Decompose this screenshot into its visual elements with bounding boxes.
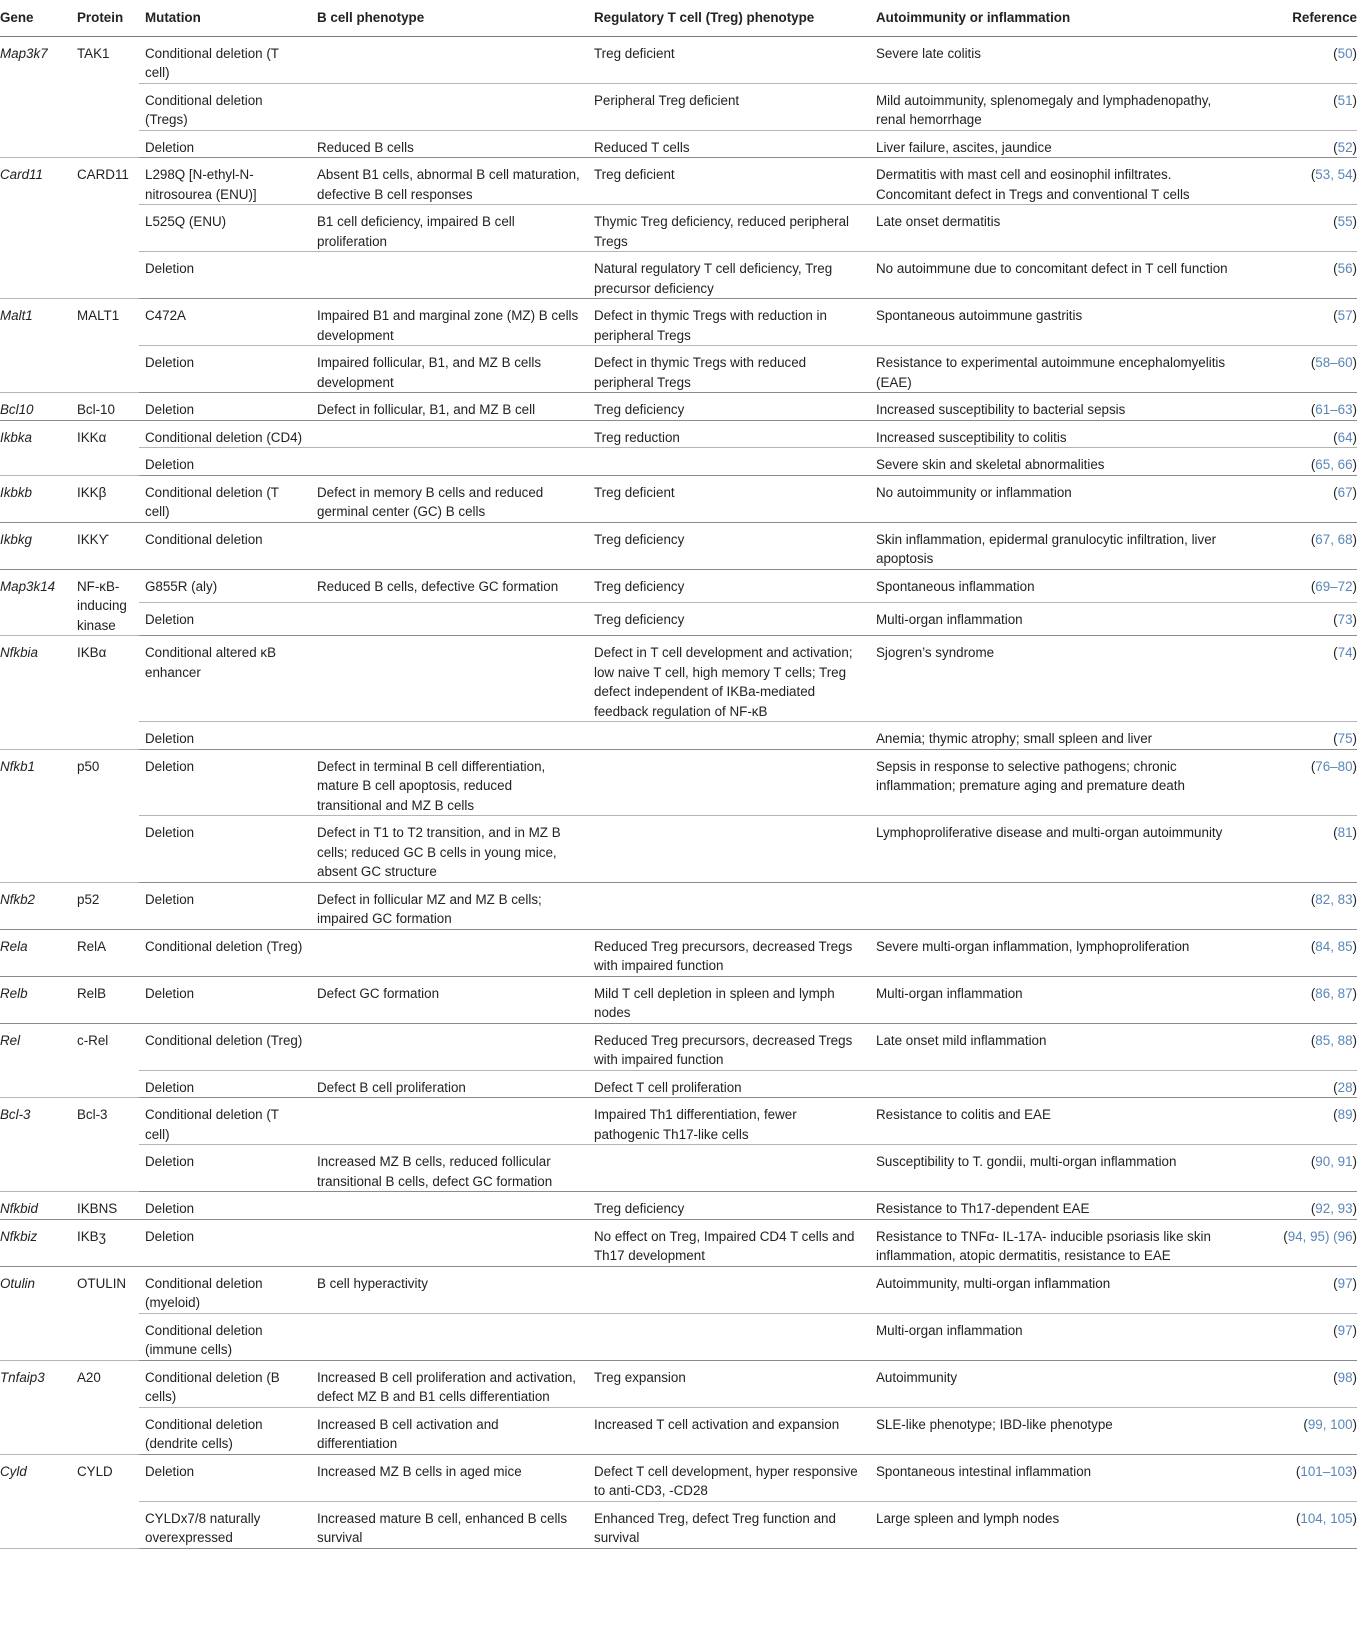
- treg-phenotype-cell: Peripheral Treg deficient: [588, 83, 870, 130]
- treg-phenotype-cell: Defect in thymic Tregs with reduced peripheral Tregs: [588, 346, 870, 393]
- reference-cell: (52): [1238, 130, 1357, 158]
- reference-cell: (76–80): [1238, 749, 1357, 816]
- citation-link[interactable]: 98: [1337, 1369, 1353, 1385]
- mutation-cell: Conditional altered κB enhancer: [139, 636, 311, 722]
- gene-cell: Nfkbiz: [0, 1219, 71, 1266]
- treg-phenotype-cell: Treg reduction: [588, 420, 870, 448]
- reference-cell: (53, 54): [1238, 158, 1357, 205]
- protein-cell: A20: [71, 1360, 139, 1454]
- citation-link[interactable]: 57: [1337, 308, 1353, 323]
- mutation-cell: Deletion: [139, 346, 311, 393]
- table-row: [0, 816, 1357, 883]
- treg-phenotype-cell: No effect on Treg, Impaired CD4 T cells and Th17 development: [588, 1219, 870, 1266]
- reference-cell: (86, 87): [1238, 976, 1357, 1023]
- reference-cell: (67, 68): [1238, 522, 1357, 569]
- bcell-phenotype-cell: Defect in memory B cells and reduced germinal center (GC) B cells: [311, 475, 588, 522]
- header-reference: Reference: [1238, 0, 1357, 36]
- reference-cell: (69–72): [1238, 569, 1357, 602]
- mutation-cell: Deletion: [139, 130, 311, 158]
- protein-cell: Bcl-3: [71, 1098, 139, 1192]
- treg-phenotype-cell: Increased T cell activation and expansion: [588, 1407, 870, 1454]
- protein-cell: IKBNS: [71, 1192, 139, 1220]
- autoimmunity-cell: Large spleen and lymph nodes: [870, 1501, 1238, 1548]
- treg-phenotype-cell: Treg deficiency: [588, 522, 870, 569]
- gene-cell: Rela: [0, 929, 71, 976]
- table-row: [0, 1070, 1357, 1098]
- citation-link[interactable]: 67: [1337, 484, 1353, 500]
- reference-cell: (74): [1238, 636, 1357, 722]
- gene-cell: Nfkb2: [0, 882, 71, 929]
- mutation-cell: Conditional deletion (B cells): [139, 1360, 311, 1407]
- treg-phenotype-cell: [588, 882, 870, 929]
- table-row: [0, 130, 1357, 158]
- mutation-cell: Deletion: [139, 1070, 311, 1098]
- table-row: [0, 522, 1357, 569]
- gene-cell: Map3k14: [0, 569, 71, 636]
- autoimmunity-cell: SLE-like phenotype; IBD-like phenotype: [870, 1407, 1238, 1454]
- mutation-cell: Deletion: [139, 252, 311, 299]
- bcell-phenotype-cell: [311, 636, 588, 722]
- mutation-cell: L525Q (ENU): [139, 205, 311, 252]
- treg-phenotype-cell: Defect T cell proliferation: [588, 1070, 870, 1098]
- reference-cell: (82, 83): [1238, 882, 1357, 929]
- autoimmunity-cell: Multi-organ inflammation: [870, 976, 1238, 1023]
- gene-cell: Map3k7: [0, 36, 71, 158]
- mutation-cell: Conditional deletion (immune cells): [139, 1313, 311, 1360]
- citation-link[interactable]: 56: [1337, 261, 1353, 276]
- table-row: [0, 749, 1357, 816]
- mutation-cell: Deletion: [139, 1219, 311, 1266]
- table-row: [0, 1454, 1357, 1501]
- protein-cell: NF-κB-inducing kinase: [71, 569, 139, 636]
- protein-cell: CARD11: [71, 158, 139, 299]
- citation-link[interactable]: 53, 54: [1315, 167, 1353, 182]
- table-body: [0, 36, 1357, 1548]
- bcell-phenotype-cell: [311, 602, 588, 635]
- header-row: [0, 0, 1357, 36]
- reference-cell: (67): [1238, 475, 1357, 522]
- bcell-phenotype-cell: B cell hyperactivity: [311, 1266, 588, 1313]
- bcell-phenotype-cell: [311, 929, 588, 976]
- reference-cell: (81): [1238, 816, 1357, 883]
- treg-phenotype-cell: Treg deficient: [588, 36, 870, 83]
- table-row: [0, 1266, 1357, 1313]
- mutation-cell: Conditional deletion: [139, 522, 311, 569]
- table-row: [0, 346, 1357, 393]
- citation-link[interactable]: 86, 87: [1315, 985, 1353, 1001]
- table-row: [0, 205, 1357, 252]
- citation-link[interactable]: 65, 66: [1315, 457, 1353, 472]
- treg-phenotype-cell: Reduced Treg precursors, decreased Tregs with impaired function: [588, 1023, 870, 1070]
- table-row: [0, 1192, 1357, 1220]
- autoimmunity-cell: Sepsis in response to selective pathogens; chronic inflammation; premature aging and premature death: [870, 749, 1238, 816]
- treg-phenotype-cell: Treg deficient: [588, 158, 870, 205]
- autoimmunity-cell: [870, 882, 1238, 929]
- citation-link[interactable]: 50: [1337, 45, 1353, 61]
- mutation-cell: Conditional deletion (myeloid): [139, 1266, 311, 1313]
- reference-cell: (50): [1238, 36, 1357, 83]
- autoimmunity-cell: Severe late colitis: [870, 36, 1238, 83]
- mutation-cell: Deletion: [139, 882, 311, 929]
- gene-cell: Nfkbid: [0, 1192, 71, 1220]
- reference-cell: (94, 95) (96): [1238, 1219, 1357, 1266]
- table-row: [0, 1360, 1357, 1407]
- gene-cell: Bcl10: [0, 393, 71, 421]
- bcell-phenotype-cell: [311, 252, 588, 299]
- table-row: [0, 882, 1357, 929]
- bcell-phenotype-cell: Defect in terminal B cell differentiation, mature B cell apoptosis, reduced transitional and MZ B cells: [311, 749, 588, 816]
- autoimmunity-cell: Severe multi-organ inflammation, lymphoproliferation: [870, 929, 1238, 976]
- treg-phenotype-cell: Defect in T cell development and activation; low naive T cell, high memory T cells; Treg defect independent of IKBa-mediated feedback regulation of NF-κB: [588, 636, 870, 722]
- reference-cell: (97): [1238, 1266, 1357, 1313]
- mutation-cell: Deletion: [139, 602, 311, 635]
- bcell-phenotype-cell: Impaired follicular, B1, and MZ B cells development: [311, 346, 588, 393]
- reference-cell: (28): [1238, 1070, 1357, 1098]
- mutation-cell: L298Q [N-ethyl-N-nitrosourea (ENU)]: [139, 158, 311, 205]
- mutation-cell: Conditional deletion (T cell): [139, 1098, 311, 1145]
- mutation-cell: G855R (aly): [139, 569, 311, 602]
- citation-link[interactable]: 104, 105: [1300, 1510, 1353, 1526]
- autoimmunity-cell: Resistance to experimental autoimmune encephalomyelitis (EAE): [870, 346, 1238, 393]
- protein-cell: RelB: [71, 976, 139, 1023]
- citation-link[interactable]: 58–60: [1315, 355, 1353, 370]
- bcell-phenotype-cell: Impaired B1 and marginal zone (MZ) B cells development: [311, 299, 588, 346]
- mutation-cell: Deletion: [139, 1454, 311, 1501]
- citation-link[interactable]: 94, 95) (96: [1287, 1228, 1353, 1244]
- citation-link[interactable]: 92, 93: [1315, 1201, 1353, 1216]
- protein-cell: IKKβ: [71, 475, 139, 522]
- treg-phenotype-cell: [588, 1145, 870, 1192]
- citation-link[interactable]: 74: [1337, 645, 1353, 660]
- bcell-phenotype-cell: Defect in follicular, B1, and MZ B cell: [311, 393, 588, 421]
- reference-cell: (90, 91): [1238, 1145, 1357, 1192]
- protein-cell: p52: [71, 882, 139, 929]
- protein-cell: IKBα: [71, 636, 139, 750]
- autoimmunity-cell: Late onset mild inflammation: [870, 1023, 1238, 1070]
- reference-cell: (89): [1238, 1098, 1357, 1145]
- autoimmunity-cell: Spontaneous autoimmune gastritis: [870, 299, 1238, 346]
- mutation-cell: Conditional deletion (dendrite cells): [139, 1407, 311, 1454]
- citation-link[interactable]: 97: [1337, 1322, 1353, 1338]
- treg-phenotype-cell: Treg deficient: [588, 475, 870, 522]
- treg-phenotype-cell: [588, 722, 870, 750]
- gene-cell: Relb: [0, 976, 71, 1023]
- reference-cell: (85, 88): [1238, 1023, 1357, 1070]
- table-row: [0, 1145, 1357, 1192]
- autoimmunity-cell: Resistance to colitis and EAE: [870, 1098, 1238, 1145]
- gene-cell: Ikbkg: [0, 522, 71, 569]
- gene-cell: Otulin: [0, 1266, 71, 1360]
- bcell-phenotype-cell: B1 cell deficiency, impaired B cell proliferation: [311, 205, 588, 252]
- treg-phenotype-cell: [588, 749, 870, 816]
- treg-phenotype-cell: Treg expansion: [588, 1360, 870, 1407]
- header-mutation: Mutation: [139, 0, 311, 36]
- citation-link[interactable]: 101–103: [1300, 1463, 1353, 1479]
- mutation-cell: CYLDx7/8 naturally overexpressed: [139, 1501, 311, 1548]
- table-row: [0, 83, 1357, 130]
- bcell-phenotype-cell: [311, 1098, 588, 1145]
- gene-cell: Ikbkb: [0, 475, 71, 522]
- protein-cell: CYLD: [71, 1454, 139, 1548]
- mutation-cell: Deletion: [139, 1192, 311, 1220]
- table-row: [0, 158, 1357, 205]
- table-row: [0, 420, 1357, 448]
- treg-phenotype-cell: Defect in thymic Tregs with reduction in peripheral Tregs: [588, 299, 870, 346]
- mutation-cell: Deletion: [139, 1145, 311, 1192]
- autoimmunity-cell: Anemia; thymic atrophy; small spleen and liver: [870, 722, 1238, 750]
- autoimmunity-cell: Resistance to TNFα- IL-17A- inducible psoriasis like skin inflammation, atopic dermatitis, resistance to EAE: [870, 1219, 1238, 1266]
- citation-link[interactable]: 90, 91: [1315, 1154, 1353, 1169]
- bcell-phenotype-cell: [311, 83, 588, 130]
- bcell-phenotype-cell: Defect B cell proliferation: [311, 1070, 588, 1098]
- autoimmunity-cell: No autoimmune due to concomitant defect in T cell function: [870, 252, 1238, 299]
- mutation-cell: Deletion: [139, 393, 311, 421]
- bcell-phenotype-cell: [311, 722, 588, 750]
- citation-link[interactable]: 81: [1337, 825, 1353, 840]
- table-row: [0, 1219, 1357, 1266]
- treg-phenotype-cell: [588, 448, 870, 476]
- mutation-cell: Conditional deletion (T cell): [139, 36, 311, 83]
- autoimmunity-cell: Autoimmunity, multi-organ inflammation: [870, 1266, 1238, 1313]
- citation-link[interactable]: 82, 83: [1315, 891, 1353, 907]
- table-row: [0, 929, 1357, 976]
- gene-cell: Malt1: [0, 299, 71, 393]
- table-row: [0, 722, 1357, 750]
- mutation-cell: Deletion: [139, 749, 311, 816]
- bcell-phenotype-cell: [311, 420, 588, 448]
- protein-cell: OTULIN: [71, 1266, 139, 1360]
- reference-cell: (98): [1238, 1360, 1357, 1407]
- header-bcell: B cell phenotype: [311, 0, 588, 36]
- mutation-cell: Deletion: [139, 976, 311, 1023]
- bcell-phenotype-cell: Increased B cell activation and differentiation: [311, 1407, 588, 1454]
- table-row: [0, 36, 1357, 83]
- citation-link[interactable]: 73: [1337, 611, 1353, 627]
- gene-cell: Nfkbia: [0, 636, 71, 750]
- autoimmunity-cell: Increased susceptibility to colitis: [870, 420, 1238, 448]
- header-treg: Regulatory T cell (Treg) phenotype: [588, 0, 870, 36]
- bcell-phenotype-cell: Increased MZ B cells in aged mice: [311, 1454, 588, 1501]
- autoimmunity-cell: Resistance to Th17-dependent EAE: [870, 1192, 1238, 1220]
- citation-link[interactable]: 67, 68: [1315, 531, 1353, 547]
- autoimmunity-cell: Spontaneous intestinal inflammation: [870, 1454, 1238, 1501]
- reference-cell: (55): [1238, 205, 1357, 252]
- table-row: [0, 448, 1357, 476]
- header-protein: Protein: [71, 0, 139, 36]
- protein-cell: c-Rel: [71, 1023, 139, 1098]
- mutation-cell: Conditional deletion (Treg): [139, 929, 311, 976]
- reference-cell: (65, 66): [1238, 448, 1357, 476]
- citation-link[interactable]: 76–80: [1315, 758, 1353, 774]
- reference-cell: (99, 100): [1238, 1407, 1357, 1454]
- mutation-cell: Conditional deletion (Tregs): [139, 83, 311, 130]
- autoimmunity-cell: Increased susceptibility to bacterial sepsis: [870, 393, 1238, 421]
- autoimmunity-cell: Susceptibility to T. gondii, multi-organ inflammation: [870, 1145, 1238, 1192]
- protein-cell: TAK1: [71, 36, 139, 158]
- reference-cell: (97): [1238, 1313, 1357, 1360]
- treg-phenotype-cell: Reduced Treg precursors, decreased Tregs with impaired function: [588, 929, 870, 976]
- protein-cell: RelA: [71, 929, 139, 976]
- mutation-cell: Deletion: [139, 448, 311, 476]
- treg-phenotype-cell: Treg deficiency: [588, 393, 870, 421]
- citation-link[interactable]: 97: [1337, 1275, 1353, 1291]
- table-row: [0, 1313, 1357, 1360]
- citation-link[interactable]: 99, 100: [1307, 1416, 1353, 1432]
- reference-cell: (64): [1238, 420, 1357, 448]
- table-row: [0, 602, 1357, 635]
- protein-cell: IKBʒ: [71, 1219, 139, 1266]
- gene-cell: Card11: [0, 158, 71, 299]
- bcell-phenotype-cell: Increased B cell proliferation and activation, defect MZ B and B1 cells differentiation: [311, 1360, 588, 1407]
- treg-phenotype-cell: Treg deficiency: [588, 1192, 870, 1220]
- protein-cell: Bcl-10: [71, 393, 139, 421]
- autoimmunity-cell: Multi-organ inflammation: [870, 1313, 1238, 1360]
- table-row: [0, 1098, 1357, 1145]
- table-row: [0, 636, 1357, 722]
- gene-cell: Tnfaip3: [0, 1360, 71, 1454]
- table-row: [0, 1407, 1357, 1454]
- autoimmunity-cell: Autoimmunity: [870, 1360, 1238, 1407]
- reference-cell: (104, 105): [1238, 1501, 1357, 1548]
- mutation-cell: C472A: [139, 299, 311, 346]
- reference-cell: (84, 85): [1238, 929, 1357, 976]
- bcell-phenotype-cell: [311, 1192, 588, 1220]
- autoimmunity-cell: Skin inflammation, epidermal granulocytic infiltration, liver apoptosis: [870, 522, 1238, 569]
- table-row: [0, 299, 1357, 346]
- bcell-phenotype-cell: Defect GC formation: [311, 976, 588, 1023]
- gene-cell: Cyld: [0, 1454, 71, 1548]
- autoimmunity-cell: Lymphoproliferative disease and multi-organ autoimmunity: [870, 816, 1238, 883]
- bcell-phenotype-cell: Reduced B cells: [311, 130, 588, 158]
- autoimmunity-cell: Severe skin and skeletal abnormalities: [870, 448, 1238, 476]
- citation-link[interactable]: 75: [1337, 731, 1353, 746]
- citation-link[interactable]: 55: [1337, 214, 1353, 229]
- treg-phenotype-cell: [588, 816, 870, 883]
- reference-cell: (56): [1238, 252, 1357, 299]
- citation-link[interactable]: 61–63: [1315, 402, 1353, 417]
- citation-link[interactable]: 52: [1337, 139, 1353, 155]
- protein-cell: IKKα: [71, 420, 139, 475]
- bcell-phenotype-cell: [311, 36, 588, 83]
- treg-phenotype-cell: Enhanced Treg, defect Treg function and survival: [588, 1501, 870, 1548]
- citation-link[interactable]: 89: [1337, 1107, 1353, 1122]
- reference-cell: (61–63): [1238, 393, 1357, 421]
- reference-cell: (73): [1238, 602, 1357, 635]
- gene-cell: Ikbka: [0, 420, 71, 475]
- table-row: [0, 252, 1357, 299]
- citation-link[interactable]: 64: [1337, 429, 1353, 445]
- bcell-phenotype-cell: Increased mature B cell, enhanced B cells survival: [311, 1501, 588, 1548]
- autoimmunity-cell: Dermatitis with mast cell and eosinophil infiltrates. Concomitant defect in Tregs and conventional T cells: [870, 158, 1238, 205]
- citation-link[interactable]: 28: [1337, 1079, 1353, 1095]
- table-row: [0, 976, 1357, 1023]
- treg-phenotype-cell: Reduced T cells: [588, 130, 870, 158]
- treg-phenotype-cell: Defect T cell development, hyper responsive to anti-CD3, -CD28: [588, 1454, 870, 1501]
- bcell-phenotype-cell: Reduced B cells, defective GC formation: [311, 569, 588, 602]
- gene-cell: Bcl-3: [0, 1098, 71, 1192]
- autoimmunity-cell: No autoimmunity or inflammation: [870, 475, 1238, 522]
- header-gene: Gene: [0, 0, 71, 36]
- bcell-phenotype-cell: Increased MZ B cells, reduced follicular transitional B cells, defect GC formation: [311, 1145, 588, 1192]
- protein-cell: IKKϒ: [71, 522, 139, 569]
- treg-phenotype-cell: Treg deficiency: [588, 569, 870, 602]
- autoimmunity-cell: Sjogren’s syndrome: [870, 636, 1238, 722]
- table-row: [0, 569, 1357, 602]
- reference-cell: (51): [1238, 83, 1357, 130]
- mutation-cell: Conditional deletion (T cell): [139, 475, 311, 522]
- reference-cell: (92, 93): [1238, 1192, 1357, 1220]
- bcell-phenotype-cell: Defect in follicular MZ and MZ B cells; impaired GC formation: [311, 882, 588, 929]
- citation-link[interactable]: 85, 88: [1315, 1032, 1353, 1048]
- reference-cell: (101–103): [1238, 1454, 1357, 1501]
- citation-link[interactable]: 51: [1337, 92, 1353, 108]
- table-row: [0, 1023, 1357, 1070]
- bcell-phenotype-cell: [311, 1219, 588, 1266]
- table-row: [0, 393, 1357, 421]
- autoimmunity-cell: [870, 1070, 1238, 1098]
- treg-phenotype-cell: Mild T cell depletion in spleen and lymph nodes: [588, 976, 870, 1023]
- mutation-cell: Deletion: [139, 816, 311, 883]
- bcell-phenotype-cell: [311, 1023, 588, 1070]
- autoimmunity-cell: Late onset dermatitis: [870, 205, 1238, 252]
- bcell-phenotype-cell: Absent B1 cells, abnormal B cell maturation, defective B cell responses: [311, 158, 588, 205]
- treg-phenotype-cell: Treg deficiency: [588, 602, 870, 635]
- treg-phenotype-cell: Thymic Treg deficiency, reduced peripheral Tregs: [588, 205, 870, 252]
- header-autoimmunity: Autoimmunity or inflammation: [870, 0, 1238, 36]
- autoimmunity-cell: Liver failure, ascites, jaundice: [870, 130, 1238, 158]
- protein-cell: MALT1: [71, 299, 139, 393]
- reference-cell: (75): [1238, 722, 1357, 750]
- treg-phenotype-cell: Impaired Th1 differentiation, fewer pathogenic Th17-like cells: [588, 1098, 870, 1145]
- reference-cell: (58–60): [1238, 346, 1357, 393]
- autoimmunity-cell: Mild autoimmunity, splenomegaly and lymphadenopathy, renal hemorrhage: [870, 83, 1238, 130]
- table-row: [0, 1501, 1357, 1548]
- treg-phenotype-cell: [588, 1313, 870, 1360]
- gene-cell: Nfkb1: [0, 749, 71, 882]
- mutation-cell: Conditional deletion (Treg): [139, 1023, 311, 1070]
- mutation-cell: Conditional deletion (CD4): [139, 420, 311, 448]
- citation-link[interactable]: 84, 85: [1315, 938, 1353, 954]
- reference-cell: (57): [1238, 299, 1357, 346]
- gene-cell: Rel: [0, 1023, 71, 1098]
- treg-phenotype-cell: [588, 1266, 870, 1313]
- bcell-phenotype-cell: [311, 1313, 588, 1360]
- autoimmunity-cell: Spontaneous inflammation: [870, 569, 1238, 602]
- mutation-cell: Deletion: [139, 722, 311, 750]
- protein-cell: p50: [71, 749, 139, 882]
- citation-link[interactable]: 69–72: [1315, 578, 1353, 594]
- treg-phenotype-cell: Natural regulatory T cell deficiency, Treg precursor deficiency: [588, 252, 870, 299]
- bcell-phenotype-cell: [311, 522, 588, 569]
- bcell-phenotype-cell: Defect in T1 to T2 transition, and in MZ B cells; reduced GC B cells in young mice, absent GC structure: [311, 816, 588, 883]
- bcell-phenotype-cell: [311, 448, 588, 476]
- autoimmunity-cell: Multi-organ inflammation: [870, 602, 1238, 635]
- table-row: [0, 475, 1357, 522]
